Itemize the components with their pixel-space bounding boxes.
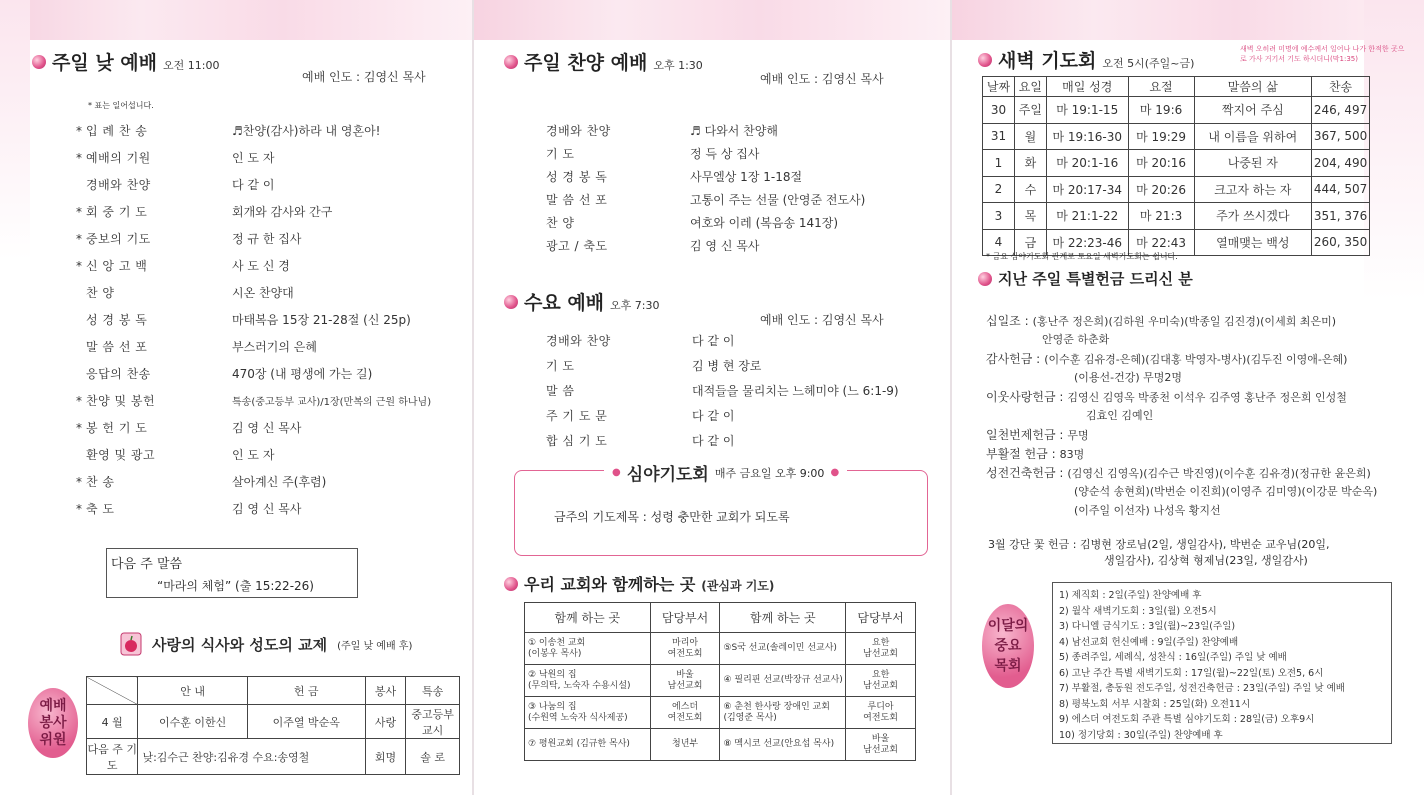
bullet-icon: ● (830, 467, 840, 478)
order-value: 살아계신 주(후렴) (232, 475, 327, 489)
department-cell: 청년부 (650, 729, 720, 761)
col-header: 특송 (406, 677, 460, 705)
offering-names: 김효인 김예인 (1086, 409, 1154, 422)
bullet-icon (504, 577, 518, 591)
standing-note: * 표는 일어섭니다. (88, 101, 154, 110)
table-cell: 내 이름을 위하여 (1194, 123, 1312, 150)
dawn-prayer-title: 새벽 기도회 (998, 50, 1097, 72)
table-cell: 마 21:1-22 (1046, 203, 1128, 230)
order-row (546, 168, 802, 185)
offering-line (986, 426, 1089, 443)
order-label: 축 도 (86, 502, 115, 516)
col-header: 안 내 (138, 677, 247, 705)
order-row (546, 357, 761, 374)
table-cell: 수 (1014, 176, 1046, 203)
table-row (525, 697, 916, 729)
decorative-banner (952, 0, 1424, 40)
table-cell: 마 21:3 (1128, 203, 1194, 230)
table-cell: 주가 쓰시겠다 (1194, 203, 1312, 230)
order-row (546, 432, 734, 449)
table-row (983, 150, 1370, 177)
partner-cell: ① 이송천 교회 (이봉우 목사) (525, 633, 651, 665)
department-cell: 에스더 여전도회 (650, 697, 720, 729)
sunday-service-header (32, 48, 219, 75)
col-header: 매일 성경 (1046, 77, 1128, 97)
wednesday-service-leader: 예배 인도 : 김영신 목사 (760, 313, 884, 327)
sunday-service-time: 오전 11:00 (163, 59, 220, 72)
offering-names: (이용선-건강) 무명2명 (1074, 371, 1183, 384)
order-row (76, 365, 372, 382)
table-cell: 마 22:43 (1128, 229, 1194, 256)
order-value: 마태복음 15장 21-28절 (신 25p) (232, 313, 411, 327)
table-cell: 금 (1014, 229, 1046, 256)
next-prayer-label: 다음 주 기 도 (87, 739, 138, 775)
order-row (546, 407, 734, 424)
order-value: 다 같 이 (692, 409, 735, 423)
col-header: 말씀의 삶 (1194, 77, 1312, 97)
offering-line (986, 502, 1221, 518)
offering-label: 감사헌금 : (986, 352, 1041, 366)
table-cell: 마 20:1-16 (1046, 150, 1128, 177)
table-cell: 월 (1014, 123, 1046, 150)
badge-line: 목회 (994, 658, 1022, 674)
offering-names: (김영신 김영옥)(김수근 박진영)(이수훈 김유경)(정규한 윤은희) (1067, 467, 1371, 480)
month-cell: 4 월 (87, 705, 138, 739)
order-label: 성 경 봉 독 (86, 313, 148, 327)
order-value: 회개와 감사와 간구 (232, 205, 333, 219)
offering-line (986, 350, 1347, 367)
table-corner (87, 677, 138, 705)
partners-subtitle: (관심과 기도) (701, 579, 775, 593)
offering-cell: 이주열 박순옥 (247, 705, 365, 739)
table-cell: 3 (983, 203, 1015, 230)
department-cell: 요한 남선교회 (846, 633, 916, 665)
offering-label: 일천번제헌금 : (986, 428, 1064, 442)
partner-cell: ② 낙원의 집 (무의탁, 노숙자 수용시설) (525, 665, 651, 697)
order-row (546, 122, 778, 139)
table-row (525, 729, 916, 761)
offerings-title: 지난 주일 특별헌금 드리신 분 (998, 270, 1193, 288)
order-label: 중보의 기도 (86, 232, 151, 246)
guide-cell: 이수훈 이한신 (138, 705, 247, 739)
order-row (76, 419, 301, 436)
service-cell: 회명 (365, 739, 406, 775)
order-value: 김 영 신 목사 (232, 421, 302, 435)
dawn-prayer-time: 오전 5시(주일~금) (1102, 57, 1195, 70)
table-cell: 246, 497 (1312, 97, 1370, 124)
dawn-prayer-note: * 금요 심야기도회 관계로 토요일 새벽기도회는 쉽니다. (986, 252, 1178, 261)
order-row (76, 500, 301, 517)
service-cell: 사랑 (365, 705, 406, 739)
next-week-text: “마라의 체험” (출 15:22-26) (157, 579, 314, 593)
table-cell: 367, 500 (1312, 123, 1370, 150)
table-cell: 목 (1014, 203, 1046, 230)
partners-table (524, 602, 916, 761)
table-header-row (983, 77, 1370, 97)
order-label: 말 씀 선 포 (86, 340, 148, 354)
offering-label: 이웃사랑헌금 : (986, 390, 1064, 404)
order-value: 인 도 자 (232, 151, 275, 165)
table-row (525, 633, 916, 665)
order-row (76, 122, 380, 139)
offering-names: 김영신 김영옥 박종천 이석우 김주영 홍난주 정은희 인성철 (1067, 391, 1347, 404)
partners-title: 우리 교회와 함께하는 곳 (524, 575, 696, 594)
bullet-icon (504, 295, 518, 309)
fellowship-header (120, 632, 412, 656)
order-value: 여호와 이레 (복음송 141장) (690, 216, 839, 230)
order-value: 시온 찬양대 (232, 286, 294, 300)
table-cell: 마 19:6 (1128, 97, 1194, 124)
standing-mark: * (76, 421, 82, 435)
table-row (983, 123, 1370, 150)
order-label: 성 경 봉 독 (546, 170, 608, 184)
event-item: 9) 에스더 여전도회 주관 특별 심야기도회 : 28일(금) 오후9시 (1059, 714, 1315, 725)
partner-cell: ⑤S국 선교(솔레이민 선교사) (720, 633, 846, 665)
flower-offering: 3월 강단 꽃 헌금 : 김병현 장로님(2일, 생일감사), 박번순 교우님(20일, (988, 538, 1330, 551)
next-week-label: 다음 주 말씀 (111, 557, 183, 572)
praise-service-header (504, 48, 703, 75)
order-label: 경배와 찬양 (86, 178, 151, 192)
col-header: 헌 금 (247, 677, 365, 705)
table-cell: 260, 350 (1312, 229, 1370, 256)
order-row (546, 145, 759, 162)
table-cell: 마 20:26 (1128, 176, 1194, 203)
order-label: 환영 및 광고 (86, 448, 156, 462)
order-label: 기 도 (546, 359, 575, 373)
table-cell: 30 (983, 97, 1015, 124)
offering-label: 부활절 헌금 : (986, 447, 1056, 461)
table-cell: 열매맺는 백성 (1194, 229, 1312, 256)
standing-mark: * (76, 502, 82, 516)
table-cell: 마 20:16 (1128, 150, 1194, 177)
next-prayer-text: 낮:김수근 찬양:김유경 수요:송영철 (138, 739, 365, 775)
order-row (76, 230, 301, 247)
order-label: 찬 송 (86, 475, 115, 489)
order-label: 말 씀 선 포 (546, 193, 608, 207)
offerings-header (978, 268, 1193, 289)
night-prayer-topic: 금주의 기도제목 : 성령 충만한 교회가 되도록 (554, 510, 790, 524)
standing-mark: * (76, 232, 82, 246)
order-value: 다 같 이 (692, 434, 735, 448)
offering-line (986, 369, 1182, 385)
wednesday-service-header (504, 288, 659, 315)
special-cell: 중고등부 교시 (406, 705, 460, 739)
offering-line (986, 407, 1153, 423)
table-cell: 444, 507 (1312, 176, 1370, 203)
service-committee-badge (28, 688, 78, 758)
dawn-prayer-header (978, 46, 1194, 73)
table-cell: 짝지어 주심 (1194, 97, 1312, 124)
offering-line (986, 483, 1377, 499)
department-cell: 요한 남선교회 (846, 665, 916, 697)
table-cell: 나중된 자 (1194, 150, 1312, 177)
offering-line (986, 445, 1084, 462)
sunday-service-title: 주일 낮 예배 (52, 52, 157, 74)
order-row (546, 382, 899, 399)
offering-names: (양순석 송현희)(박번순 이진희)(이영주 김미영)(이강문 박순옥) (1074, 485, 1378, 498)
bullet-icon (978, 53, 992, 67)
night-prayer-header (604, 460, 847, 485)
panel-right (952, 0, 1424, 795)
order-label: 회 중 기 도 (86, 205, 148, 219)
table-cell: 마 22:23-46 (1046, 229, 1128, 256)
col-header: 요절 (1128, 77, 1194, 97)
col-header: 함께 하는 곳 (525, 603, 651, 633)
sunday-service-leader: 예배 인도 : 김영신 목사 (302, 70, 426, 84)
order-value: 다 같 이 (692, 334, 735, 348)
bullet-icon (32, 55, 46, 69)
night-prayer-time: 매주 금요일 오후 9:00 (714, 466, 825, 480)
standing-mark: * (76, 124, 82, 138)
order-row (546, 191, 865, 208)
praise-service-title: 주일 찬양 예배 (524, 52, 648, 74)
order-row (546, 237, 759, 254)
order-value: 다 같 이 (232, 178, 275, 192)
event-item: 6) 고난 주간 특별 새벽기도회 : 17일(월)~22일(토) 오전5, 6시 (1059, 667, 1324, 679)
order-label: 경배와 찬양 (546, 334, 611, 348)
partner-cell: ⑧ 멕시코 선교(안요섭 목사) (720, 729, 846, 761)
col-header: 담당부서 (846, 603, 916, 633)
partner-cell: ⑥ 춘천 한사랑 장애인 교회 (김영준 목사) (720, 697, 846, 729)
order-label: 찬 양 (86, 286, 115, 300)
fellowship-subtitle: (주일 낮 예배 후) (337, 640, 413, 652)
order-row (76, 446, 274, 463)
order-label: 신 앙 고 백 (86, 259, 148, 273)
table-row (983, 176, 1370, 203)
table-cell: 1 (983, 150, 1015, 177)
order-value: 사 도 신 경 (232, 259, 290, 273)
event-item: 1) 제직회 : 2일(주일) 찬양예배 후 (1059, 590, 1202, 601)
order-value: 부스러기의 은혜 (232, 340, 317, 354)
offering-line (986, 331, 1109, 347)
table-cell: 4 (983, 229, 1015, 256)
badge-line: 봉사 (39, 714, 67, 731)
decorative-banner (474, 0, 950, 40)
order-value: 사무엘상 1장 1-18절 (690, 170, 803, 184)
order-row (76, 257, 290, 274)
order-value: 고통이 주는 선물 (안영준 전도사) (690, 193, 866, 207)
standing-mark: * (76, 475, 82, 489)
order-row (76, 176, 274, 193)
order-row (546, 332, 734, 349)
col-header: 담당부서 (650, 603, 720, 633)
order-row (76, 473, 326, 490)
event-item: 4) 남선교회 헌신예배 : 9일(주일) 찬양예배 (1059, 636, 1239, 648)
department-cell: 마리아 여전도회 (650, 633, 720, 665)
badge-line: 위원 (39, 731, 67, 748)
table-cell: 204, 490 (1312, 150, 1370, 177)
decorative-banner (0, 0, 472, 40)
order-row (76, 311, 411, 328)
col-header: 함께 하는 곳 (720, 603, 846, 633)
order-label: 기 도 (546, 147, 575, 161)
order-value: 김 영 신 목사 (232, 502, 302, 516)
order-row (76, 284, 294, 301)
order-row (546, 214, 838, 231)
order-value: 470장 (내 평생에 가는 길) (232, 367, 373, 381)
table-cell: 31 (983, 123, 1015, 150)
offering-names: (이주일 이선자) 나성옥 황지선 (1074, 504, 1221, 517)
monthly-events-box (1052, 582, 1392, 744)
apple-icon (120, 632, 142, 656)
decorative-side (0, 0, 30, 260)
standing-mark: * (76, 205, 82, 219)
table-row (983, 97, 1370, 124)
order-label: 예배의 기원 (86, 151, 151, 165)
wednesday-service-time: 오후 7:30 (610, 299, 660, 312)
col-header: 찬송 (1312, 77, 1370, 97)
partner-cell: ⑦ 평원교회 (김규한 목사) (525, 729, 651, 761)
table-cell: 마 19:1-15 (1046, 97, 1128, 124)
table-cell: 351, 376 (1312, 203, 1370, 230)
order-label: 입 례 찬 송 (86, 124, 148, 138)
service-committee-table (86, 676, 460, 775)
offering-label: 성전건축헌금 : (986, 466, 1064, 480)
order-label: 찬 양 (546, 216, 575, 230)
praise-service-time: 오후 1:30 (653, 59, 703, 72)
table-cell: 마 19:29 (1128, 123, 1194, 150)
offering-line (986, 388, 1347, 405)
event-item: 7) 부활절, 총동원 전도주일, 성전건축헌금 : 23일(주일) 주일 낮 예배 (1059, 683, 1345, 694)
department-cell: 바울 남선교회 (846, 729, 916, 761)
table-row (983, 203, 1370, 230)
panel-middle (474, 0, 950, 795)
dawn-prayer-table (982, 76, 1370, 256)
order-value: 김 영 신 목사 (690, 239, 760, 253)
order-label: 광고 / 축도 (546, 239, 608, 253)
bullet-icon (978, 272, 992, 286)
order-label: 주 기 도 문 (546, 409, 608, 423)
order-label: 경배와 찬양 (546, 124, 611, 138)
table-cell: 마 19:16-30 (1046, 123, 1128, 150)
order-label: 봉 헌 기 도 (86, 421, 148, 435)
order-row (76, 392, 431, 409)
partner-cell: ④ 필리핀 선교(박장규 선교사) (720, 665, 846, 697)
offering-label: 십일조 : (986, 314, 1029, 328)
department-cell: 바울 남선교회 (650, 665, 720, 697)
offering-names: (이수훈 김유경-은혜)(김대홍 박영자-병사)(김두진 이영애-은혜) (1044, 353, 1348, 366)
order-value: 특송(중고등부 교사)/1장(만복의 근원 하나님) (232, 397, 432, 408)
order-row (76, 338, 317, 355)
event-item: 10) 정기당회 : 30일(주일) 찬양예배 후 (1059, 729, 1223, 741)
table-cell: 주일 (1014, 97, 1046, 124)
event-item: 3) 다니엘 금식기도 : 3일(월)~23일(주일) (1059, 621, 1236, 632)
order-value: 정 득 상 집사 (690, 147, 760, 161)
badge-line: 중요 (994, 638, 1022, 654)
order-value: 인 도 자 (232, 448, 275, 462)
badge-line: 예배 (39, 697, 67, 714)
order-value: ♬ 다와서 찬양해 (690, 124, 778, 138)
offering-line (986, 312, 1336, 329)
flower-offering-cont: 생일감사), 김상혁 형제님(23일, 생일감사) (1104, 554, 1308, 567)
standing-mark: * (76, 394, 82, 408)
table-cell: 화 (1014, 150, 1046, 177)
bullet-icon (504, 55, 518, 69)
bullet-icon: ● (612, 467, 621, 478)
order-label: 응답의 찬송 (86, 367, 151, 381)
order-label: 말 씀 (546, 384, 575, 398)
table-cell: 2 (983, 176, 1015, 203)
standing-mark: * (76, 259, 82, 273)
praise-service-leader: 예배 인도 : 김영신 목사 (760, 72, 884, 86)
department-cell: 루디아 여전도회 (846, 697, 916, 729)
offering-names: 무명 (1067, 429, 1089, 442)
partner-cell: ③ 나눔의 집 (수원역 노숙자 식사제공) (525, 697, 651, 729)
event-item: 2) 월삭 새벽기도회 : 3일(월) 오전5시 (1059, 605, 1217, 617)
order-row (76, 149, 274, 166)
col-header: 날짜 (983, 77, 1015, 97)
order-value: 대적들을 물리치는 느헤미야 (느 6:1-9) (692, 384, 899, 398)
offering-names: 83명 (1059, 448, 1085, 461)
night-prayer-title: 심야기도회 (626, 465, 709, 485)
wednesday-service-title: 수요 예배 (524, 292, 605, 314)
event-item: 8) 평북노회 서부 시찰회 : 25일(화) 오전11시 (1059, 698, 1251, 710)
partners-header (504, 572, 774, 595)
special-cell: 솔 로 (406, 739, 460, 775)
monthly-events-badge (982, 604, 1034, 688)
dawn-prayer-verse: 새벽 오히려 미명에 예수께서 일어나 나가 한적한 곳으로 가사 거기서 기도 하시더니(막1:35) (1240, 45, 1405, 63)
standing-mark: * (76, 151, 82, 165)
order-value: 정 규 한 집사 (232, 232, 302, 246)
table-cell: 마 20:17-34 (1046, 176, 1128, 203)
table-row (525, 665, 916, 697)
order-value: 김 병 현 장로 (692, 359, 762, 373)
offering-line (986, 464, 1371, 481)
col-header: 요일 (1014, 77, 1046, 97)
order-label: 합 심 기 도 (546, 434, 608, 448)
table-header-row (525, 603, 916, 633)
badge-line: 이달의 (987, 618, 1029, 634)
event-item: 5) 종려주일, 세례식, 성찬식 : 16일(주일) 주일 낮 예배 (1059, 652, 1287, 663)
table-cell: 크고자 하는 자 (1194, 176, 1312, 203)
order-label: 찬양 및 봉헌 (86, 394, 156, 408)
panel-left (0, 0, 472, 795)
order-row (76, 203, 332, 220)
offering-names: (홍난주 정은희)(김하원 우미숙)(박종일 김진경)(이세희 최은미) (1032, 315, 1336, 328)
fellowship-title: 사랑의 식사와 성도의 교제 (152, 635, 328, 654)
order-value: ♬찬양(감사)하라 내 영혼아! (232, 124, 381, 138)
next-week-box (106, 548, 358, 598)
offering-names: 안영준 하춘화 (1042, 333, 1110, 346)
col-header: 봉사 (365, 677, 406, 705)
